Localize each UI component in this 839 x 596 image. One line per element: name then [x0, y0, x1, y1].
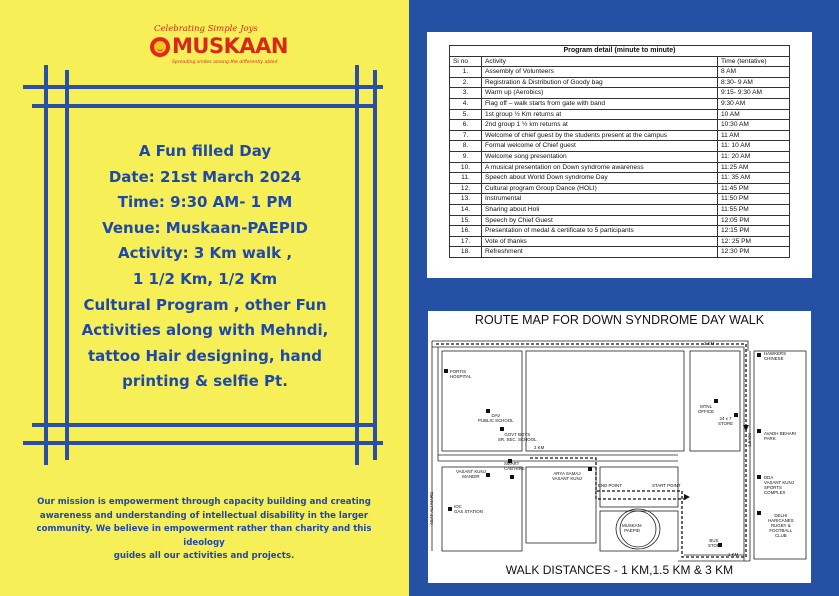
- label-muskaan: MUSKAN- PAEPID: [622, 523, 643, 533]
- schedule-sno: 6.: [450, 120, 482, 131]
- schedule-sno: 15.: [450, 215, 482, 226]
- label-vk-mandir: VASANT KUNJ MANDIR: [456, 469, 486, 479]
- landmark-marker: [500, 427, 504, 431]
- schedule-row: [450, 109, 790, 120]
- label-hawkers: HAWKERS CHINESE: [764, 351, 787, 361]
- event-line: Time: 9:30 AM- 1 PM: [117, 193, 293, 212]
- schedule-row: [450, 194, 790, 205]
- walk-route: [596, 491, 686, 499]
- schedule-row: [450, 120, 790, 131]
- landmark-marker: [714, 399, 718, 403]
- schedule-sno: 13.: [450, 194, 482, 205]
- label-avadh: AVADH BEHARI PARK: [764, 431, 797, 441]
- block: [526, 351, 684, 451]
- event-details: [60, 139, 350, 395]
- event-line: Date: 21st March 2024: [108, 167, 302, 186]
- schedule-sno: 8.: [450, 141, 482, 152]
- schedule-sno: 7.: [450, 130, 482, 141]
- event-line: tattoo Hair designing, hand: [88, 346, 322, 365]
- schedule-time: 11:55 PM: [718, 204, 790, 215]
- schedule-time: 12:15 PM: [718, 226, 790, 237]
- logo-name: MUSKAAN: [172, 34, 288, 58]
- frame-line: [44, 65, 48, 465]
- left-panel: [0, 0, 409, 596]
- label-mtnl: MTNL OFFICE: [698, 404, 715, 414]
- col-header-time: Time (tentative): [718, 56, 790, 67]
- label-bus-stop: BUS STOP: [708, 538, 720, 548]
- label-smart: SMART CAB HIRE: [504, 461, 525, 471]
- label-start-point: START POINT: [652, 483, 681, 488]
- schedule-activity: Warm up (Aerobics): [482, 88, 718, 99]
- landmark-marker: [757, 353, 761, 357]
- smiley-icon: [150, 37, 170, 57]
- schedule-time: 8 AM: [718, 67, 790, 78]
- event-line: A Fun filled Day: [138, 142, 272, 160]
- schedule-row: [450, 141, 790, 152]
- schedule-sno: 11.: [450, 173, 482, 184]
- schedule-time: 12: 25 PM: [718, 236, 790, 247]
- schedule-sno: 14.: [450, 204, 482, 215]
- schedule-caption: Program detail (minute to minute): [450, 46, 790, 57]
- schedule-row: [450, 173, 790, 184]
- schedule-sno: 3.: [450, 88, 482, 99]
- label-end-point: END POINT: [598, 483, 622, 488]
- event-line: Activities along with Mehndi,: [81, 321, 329, 340]
- label-arya: ARYA SAMAJ VASANT KUNJ: [552, 471, 582, 481]
- schedule-sno: 12.: [450, 183, 482, 194]
- schedule-row: [450, 98, 790, 109]
- landmark-marker: [444, 369, 448, 373]
- schedule-sno: 16.: [450, 226, 482, 237]
- schedule-time: 9:30 AM: [718, 98, 790, 109]
- schedule-time: 11: 20 AM: [718, 151, 790, 162]
- event-line: Activity: 3 Km walk ,: [117, 244, 293, 263]
- frame-line: [373, 70, 377, 460]
- landmark-marker: [486, 473, 490, 477]
- schedule-activity: Instrumental: [482, 194, 718, 205]
- schedule-row: [450, 226, 790, 237]
- schedule-activity: Registration & Distribution of Goody bag: [482, 77, 718, 88]
- mission-line: Our mission is empowerment through capacity building and creating: [37, 497, 371, 507]
- mission-line: guides all our activities and projects.: [113, 551, 295, 562]
- schedule-row: [450, 77, 790, 88]
- schedule-sno: 4.: [450, 98, 482, 109]
- landmark-marker: [757, 511, 761, 515]
- logo-subtitle: Spreading smiles among the differently abled: [172, 60, 278, 65]
- schedule-time: 8:30- 9 AM: [718, 77, 790, 88]
- schedule-activity: Presentation of medal & certificate to 5 participants: [482, 226, 718, 237]
- route-map-card: [428, 311, 811, 583]
- schedule-row: [450, 151, 790, 162]
- event-line: printing & selfie Pt.: [122, 372, 288, 391]
- mission-statement: [20, 496, 388, 564]
- schedule-activity: Vote of thanks: [482, 236, 718, 247]
- schedule-time: 11:25 AM: [718, 162, 790, 173]
- label-dav: DAV PUBLIC SCHOOL: [478, 413, 514, 423]
- frame-line: [23, 85, 383, 89]
- map-footer: WALK DISTANCES - 1 KM,1.5 KM & 3 KM: [505, 563, 734, 577]
- schedule-sno: 18.: [450, 247, 482, 258]
- label-1km: 1 KM: [728, 552, 739, 557]
- frame-line: [23, 441, 383, 445]
- schedule-activity: A musical presentation on Down syndrome awareness: [482, 162, 718, 173]
- schedule-time: 11:45 PM: [718, 183, 790, 194]
- schedule-row: [450, 247, 790, 258]
- frame-line: [355, 65, 359, 465]
- landmark-marker: [734, 413, 738, 417]
- schedule-sno: 5.: [450, 109, 482, 120]
- schedule-activity: Speech about World Down syndrome Day: [482, 173, 718, 184]
- map-title: ROUTE MAP FOR DOWN SYNDROME DAY WALK: [474, 313, 765, 327]
- route-arrow: [684, 494, 690, 500]
- label-ioc: IOC GAS STATION: [454, 504, 483, 514]
- label-store: 24 x 7 STORE: [718, 416, 734, 426]
- schedule-activity: Speech by Chief Guest: [482, 215, 718, 226]
- schedule-activity: Welcome of chief guest by the students present at the campus: [482, 130, 718, 141]
- schedule-activity: 2nd group 1 ½ km returns at: [482, 120, 718, 131]
- schedule-sno: 1.: [450, 67, 482, 78]
- schedule-activity: Sharing about Holi: [482, 204, 718, 215]
- landmark-marker: [510, 475, 514, 479]
- schedule-activity: 1st group ½ Km returns at: [482, 109, 718, 120]
- road: [432, 341, 748, 351]
- schedule-row: [450, 236, 790, 247]
- schedule-activity: Assembly of Volunteers: [482, 67, 718, 78]
- frame-line: [32, 104, 373, 108]
- schedule-time: 10:30 AM: [718, 120, 790, 131]
- schedule-sno: 2.: [450, 77, 482, 88]
- muskaan-logo: [150, 24, 288, 70]
- schedule-row: [450, 67, 790, 78]
- label-govt: GOVT BOYS SR. SEC. SCHOOL: [498, 432, 537, 442]
- event-line: Cultural Program , other Fun: [83, 295, 327, 314]
- label-1-5km: 1.5 KM: [747, 433, 752, 447]
- label-delhi: DELHI HARICANES RUGBY & FOOTBALL CLUB: [768, 513, 794, 538]
- mission-line: community. We believe in empowerment rather than charity and this ideology: [36, 524, 372, 548]
- schedule-time: 11: 10 AM: [718, 141, 790, 152]
- schedule-row: [450, 162, 790, 173]
- schedule-time: 12:05 PM: [718, 215, 790, 226]
- schedule-sno: 10.: [450, 162, 482, 173]
- schedule-activity: Refreshment: [482, 247, 718, 258]
- col-header-activity: Activity: [482, 56, 718, 67]
- label-dda: DDA VASANT KUNJ SPORTS COMPLEX: [764, 475, 794, 495]
- schedule-row: [450, 204, 790, 215]
- frame-line: [32, 423, 373, 427]
- label-3km: 3 KM: [704, 341, 715, 346]
- schedule-row: [450, 130, 790, 141]
- mission-line: awareness and understanding of intellectual disability in the larger: [39, 510, 369, 521]
- schedule-activity: Flag off – walk starts from gate with band: [482, 98, 718, 109]
- event-line: Venue: Muskaan-PAEPID: [102, 218, 308, 237]
- landmark-marker: [757, 475, 761, 479]
- schedule-sno: 17.: [450, 236, 482, 247]
- landmark-marker: [757, 429, 761, 433]
- schedule-activity: Cultural program Group Dance (HOLI): [482, 183, 718, 194]
- landmark-marker: [448, 507, 452, 511]
- schedule-table: [449, 45, 790, 258]
- schedule-activity: Formal welcome of Chief guest: [482, 141, 718, 152]
- schedule-time: 11: 35 AM: [718, 173, 790, 184]
- schedule-body: [450, 67, 790, 258]
- schedule-time: 11:50 PM: [718, 194, 790, 205]
- schedule-activity: Welcome song presentation: [482, 151, 718, 162]
- logo-tagline: Celebrating Simple Joys: [154, 24, 258, 34]
- col-header-sno: Si no: [450, 56, 482, 67]
- schedule-time: 10 AM: [718, 109, 790, 120]
- schedule-row: [450, 215, 790, 226]
- label-fortis: FORTIS HOSPITAL: [450, 369, 472, 379]
- label-road: ASAF ALI MARG: [429, 491, 434, 525]
- label-2km: 2 KM: [534, 445, 545, 450]
- schedule-sno: 9.: [450, 151, 482, 162]
- event-line: 1 1/2 Km, 1/2 Km: [132, 269, 278, 288]
- schedule-row: [450, 88, 790, 99]
- landmark-marker: [588, 467, 592, 471]
- route-map: [428, 311, 811, 583]
- walk-route: [436, 344, 746, 557]
- schedule-time: 12:30 PM: [718, 247, 790, 258]
- schedule-time: 9:15- 9:30 AM: [718, 88, 790, 99]
- schedule-row: [450, 183, 790, 194]
- schedule-time: 11 AM: [718, 130, 790, 141]
